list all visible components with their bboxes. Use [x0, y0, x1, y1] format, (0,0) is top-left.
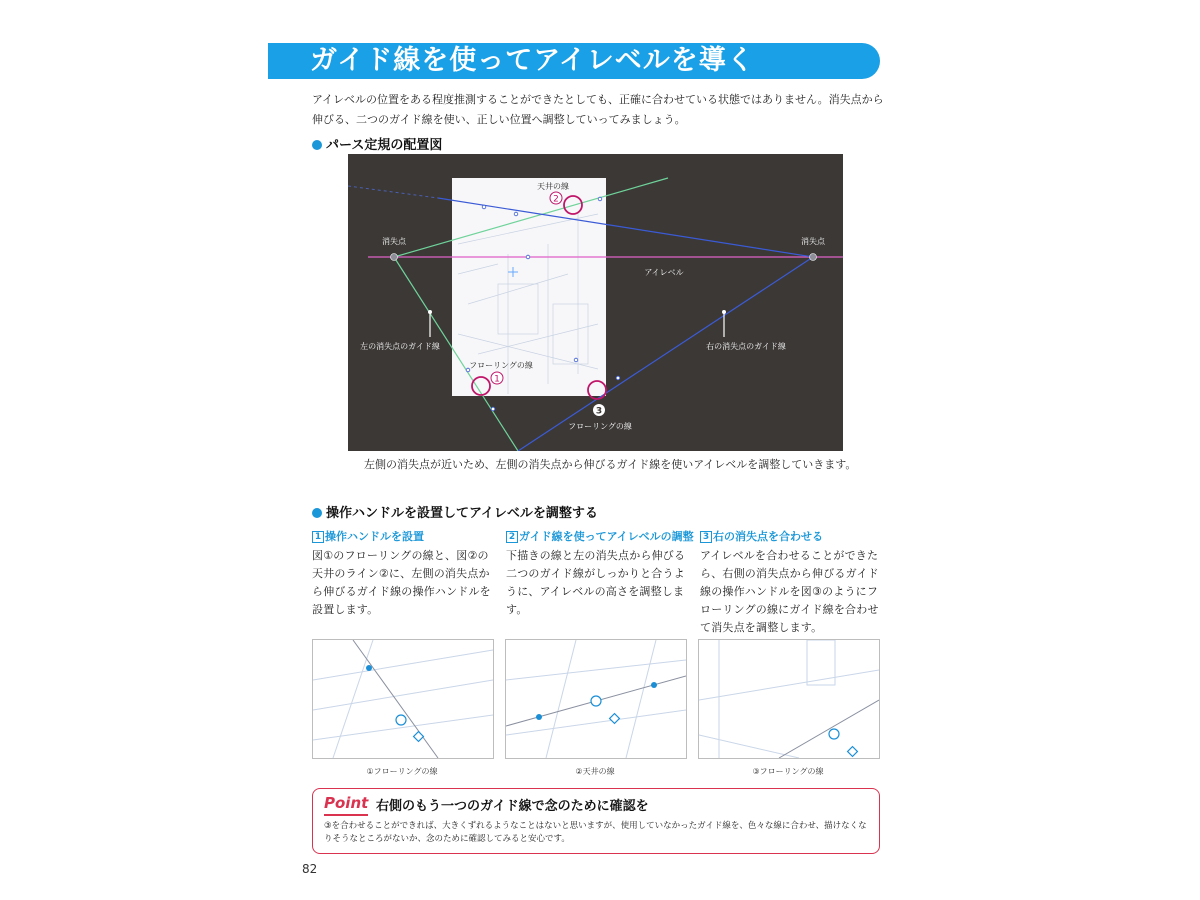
section2-heading — [312, 502, 598, 521]
label-vp-left: 消失点 — [382, 237, 406, 246]
step-3-title — [700, 528, 882, 544]
label-eye-level: アイレベル — [644, 268, 684, 277]
step-2-body: 下描きの線と左の消失点から伸びる二つのガイド線がしっかりと合うように、アイレベルの高さを調整します。 — [506, 549, 686, 616]
step-1-number: 1 — [312, 531, 324, 543]
section1-heading — [312, 134, 442, 153]
step-3-number: 3 — [700, 531, 712, 543]
handle-dot-right[interactable] — [651, 682, 657, 688]
point-underline — [324, 814, 368, 816]
right-vanishing-point[interactable] — [810, 254, 817, 261]
step-1-title — [312, 528, 494, 544]
step-3-title-text: 右の消失点を合わせる — [713, 530, 823, 543]
num1-label: 1 — [494, 374, 500, 385]
num3-label: 3 — [595, 406, 603, 417]
step-1-body: 図①のフローリングの線と、図②の天井のライン②に、左側の消失点から伸びるガイド線の操作ハンドルを設置します。 — [312, 549, 491, 616]
handle-circle[interactable] — [829, 729, 839, 739]
section1-heading-text: パース定規の配置図 — [326, 138, 443, 153]
thumb-1-caption: ①フローリングの線 — [366, 767, 438, 776]
thumb-ceiling-2 — [505, 639, 687, 759]
page-number: 82 — [302, 862, 318, 876]
label-flooring-3: フローリングの線 — [568, 422, 632, 431]
thumb-2-caption: ②天井の線 — [575, 767, 615, 776]
point-title: 右側のもう一つのガイド線で念のために確認を — [376, 799, 649, 814]
handle-diamond[interactable] — [848, 747, 858, 757]
step-2-number: 2 — [506, 531, 518, 543]
handle-diamond[interactable] — [414, 732, 424, 742]
step-2-title-text: ガイド線を使ってアイレベルの調整 — [519, 530, 694, 543]
label-right-guide: 右の消失点のガイド線 — [706, 342, 786, 351]
pointer-left-dot — [428, 310, 432, 314]
label-left-guide: 左の消失点のガイド線 — [360, 342, 440, 351]
handle-dot[interactable] — [366, 665, 372, 671]
diagram-caption: 左側の消失点が近いため、左側の消失点から伸びるガイド線を使いアイレベルを調整していきます。 — [364, 458, 857, 471]
bullet-icon — [312, 140, 322, 150]
step-2 — [506, 528, 694, 619]
bullet-icon — [312, 508, 322, 518]
step-1 — [312, 528, 494, 619]
left-vanishing-point[interactable] — [391, 254, 398, 261]
thumb-3-svg — [699, 640, 879, 758]
handle-dot-left[interactable] — [536, 714, 542, 720]
thumb-flooring-3 — [698, 639, 880, 759]
handle-circle[interactable] — [591, 696, 601, 706]
step-2-title — [506, 528, 694, 544]
intro-paragraph: アイレベルの位置をある程度推測することができたとしても、正確に合わせている状態ではありません。消失点から伸びる、二つのガイド線を使い、正しい位置へ調整していってみましょう。 — [312, 93, 884, 126]
handle-circle[interactable] — [396, 715, 406, 725]
thumb-3-caption: ③フローリングの線 — [752, 767, 824, 776]
thumb-2-svg — [506, 640, 686, 758]
handle-diamond[interactable] — [610, 714, 620, 724]
page-title: ガイド線を使ってアイレベルを導く — [310, 45, 755, 76]
step-3 — [700, 528, 882, 637]
point-body: ③を合わせることができれば、大きくずれるようなことはないと思いますが、使用していなかったガイド線を、色々な線に合わせ、描けなくなりそうなところがないか、念のために確認してみると安心です。 — [324, 821, 867, 844]
label-vp-right: 消失点 — [801, 237, 825, 246]
thumb-flooring-1 — [312, 639, 494, 759]
point-label: Point — [324, 794, 369, 812]
perspective-diagram-svg — [348, 154, 843, 451]
label-flooring-1: フローリングの線 — [469, 361, 533, 370]
dashed-guide — [348, 186, 438, 198]
perspective-diagram — [348, 154, 843, 451]
label-ceiling-line: 天井の線 — [537, 182, 569, 191]
thumb-1-svg — [313, 640, 493, 758]
section2-heading-text: 操作ハンドルを設置してアイレベルを調整する — [326, 506, 598, 521]
step-3-body: アイレベルを合わせることができたら、右側の消失点から伸びるガイド線の操作ハンドルを図③のようにフローリングの線にガイド線を合わせて消失点を調整します。 — [700, 549, 879, 634]
pointer-right-dot — [722, 310, 726, 314]
step-1-title-text: 操作ハンドルを設置 — [325, 530, 424, 543]
num2-label: 2 — [553, 194, 559, 205]
